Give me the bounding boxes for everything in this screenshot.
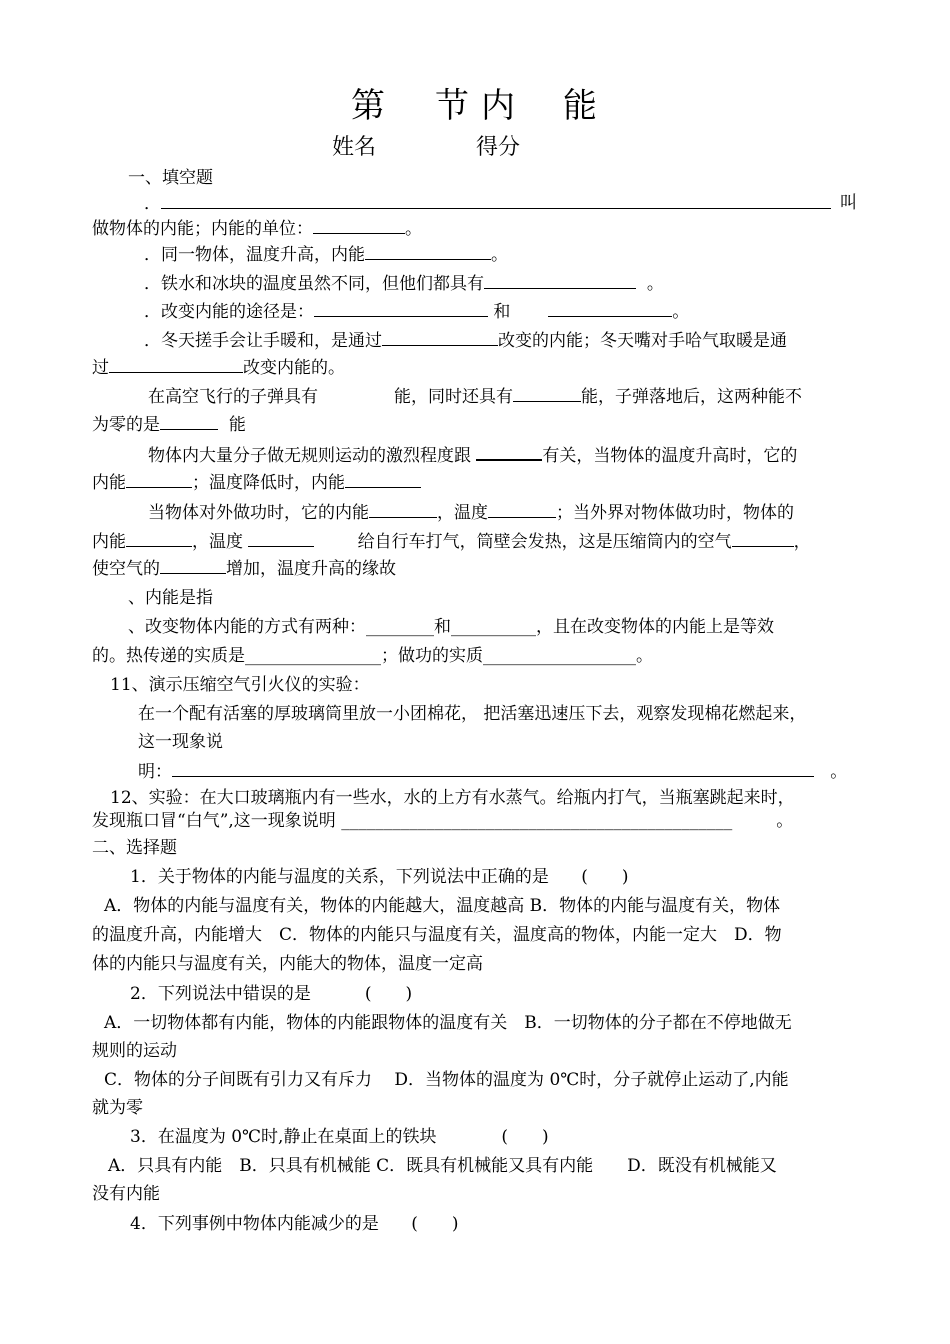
question-line: 做物体的内能；内能的单位： 。 <box>92 219 422 239</box>
question-line: 过 改变内能的。 <box>92 358 345 378</box>
option-text: 没有内能 <box>92 1184 160 1204</box>
title-char: 内 <box>481 86 517 126</box>
question-line: 为零的是 能 <box>92 415 246 435</box>
answer-blank[interactable] <box>548 300 672 317</box>
option-text: A．物体的内能与温度有关，物体的内能越大，温度越高 B．物体的内能与温度有关，物体 <box>104 896 781 916</box>
question-text: 11、演示压缩空气引火仪的实验： <box>110 675 370 695</box>
name-label: 姓名 <box>332 135 377 160</box>
answer-blank[interactable] <box>513 385 581 402</box>
option-text: 就为零 <box>92 1098 143 1118</box>
answer-blank[interactable] <box>365 243 491 260</box>
answer-blank[interactable] <box>172 760 814 777</box>
answer-blank[interactable] <box>345 471 421 488</box>
option-text: 体的内能只与温度有关，内能大的物体，温度一定高 <box>92 954 483 974</box>
title-char: 能 <box>563 86 599 126</box>
answer-blank[interactable] <box>382 329 498 346</box>
option-text: 的温度升高，内能增大 C．物体的内能只与温度有关，温度高的物体，内能一定大 D．物 <box>92 925 782 945</box>
answer-blank[interactable] <box>476 443 542 461</box>
answer-blank[interactable] <box>488 501 556 518</box>
question-text: 、改变物体内能的方式有两种：________和__________，且在改变物体的内能上是等效 <box>128 617 774 637</box>
answer-blank[interactable] <box>160 413 218 430</box>
answer-blank[interactable] <box>126 471 192 488</box>
question-line: 1．关于物体的内能与温度的关系，下列说法中正确的是 ( ) <box>130 867 629 887</box>
answer-blank[interactable] <box>313 217 405 234</box>
option-text: A．只具有内能 B．只具有机械能 C．既具有机械能又具有内能 D．既没有机械能又 <box>108 1156 777 1176</box>
option-text: C．物体的分子间既有引力又有斥力 D．当物体的温度为 0℃时，分子就停止运动了,内能 <box>104 1070 789 1090</box>
answer-paren[interactable]: ( ) <box>411 1214 459 1234</box>
question-text: 的。热传递的实质是________________；做功的实质__________________。 <box>92 646 653 666</box>
answer-paren[interactable]: ( ) <box>581 867 629 887</box>
question-line: ． <box>144 192 864 215</box>
option-text: 规则的运动 <box>92 1041 177 1061</box>
question-line: 内能 ，温度 给自行车打气，筒壁会发热，这是压缩筒内的空气 ， <box>92 532 811 552</box>
answer-paren[interactable]: ( ) <box>364 984 413 1004</box>
answer-blank[interactable] <box>369 501 437 518</box>
answer-blank[interactable] <box>126 530 192 547</box>
section-heading: 二、选择题 <box>92 838 177 858</box>
option-text: A．一切物体都有内能，物体的内能跟物体的温度有关 B．一切物体的分子都在不停地做无 <box>104 1013 792 1033</box>
question-line: 明： 。 <box>138 762 848 782</box>
question-line: ．同一物体，温度升高，内能 。 <box>144 245 508 265</box>
section-heading: 一、填空题 <box>128 168 213 188</box>
question-text: 这一现象说 <box>138 732 223 752</box>
question-line: 物体内大量分子做无规则运动的激烈程度跟 有关，当物体的温度升高时，它的 <box>148 443 918 467</box>
question-line: ．冬天搓手会让手暖和，是通过 改变的内能；冬天嘴对手哈气取暖是通 <box>144 331 787 351</box>
score-label: 得分 <box>476 135 521 160</box>
answer-blank[interactable] <box>314 300 488 317</box>
answer-blank[interactable] <box>109 356 243 373</box>
answer-paren[interactable]: ( ) <box>501 1127 549 1147</box>
question-text: 12、实验：在大口玻璃瓶内有一些水，水的上方有水蒸气。给瓶内打气，当瓶塞跳起来时， <box>110 788 795 808</box>
page-title <box>0 78 950 127</box>
question-text: 叫 <box>840 193 857 213</box>
question-line: 使空气的 增加，温度升高的缘故 <box>92 559 396 579</box>
answer-blank[interactable] <box>160 557 226 574</box>
answer-blank[interactable] <box>732 530 794 547</box>
answer-blank[interactable] <box>248 530 314 547</box>
question-text: 、内能是指 <box>128 588 213 608</box>
question-line: 当物体对外做功时，它的内能 ，温度 ；当外界对物体做功时，物体的 <box>148 503 794 523</box>
answer-blank[interactable] <box>484 272 636 289</box>
question-line: 发现瓶口冒“白气”,这一现象说明 ______________________________________________ 。 <box>92 811 794 831</box>
question-line: ．改变内能的途径是： 和 。 <box>144 302 690 322</box>
question-line: 2．下列说法中错误的是 ( ) <box>130 984 413 1004</box>
answer-blank[interactable] <box>161 192 831 209</box>
title-char: 第 <box>351 86 387 126</box>
question-line: 4．下列事例中物体内能减少的是 ( ) <box>130 1214 459 1234</box>
question-line: 内能 ；温度降低时，内能 <box>92 471 862 494</box>
title-char: 节 <box>435 86 471 126</box>
question-line: 在高空飞行的子弹具有 能，同时还具有 能，子弹落地后，这两种能不 <box>148 387 802 407</box>
question-line: ．铁水和冰块的温度虽然不同，但他们都具有 。 <box>144 274 664 294</box>
question-line: 3．在温度为 0℃时,静止在桌面上的铁块 ( ) <box>130 1127 549 1147</box>
question-text: 在一个配有活塞的厚玻璃筒里放一小团棉花， 把活塞迅速压下去，观察发现棉花燃起来， <box>138 704 807 724</box>
